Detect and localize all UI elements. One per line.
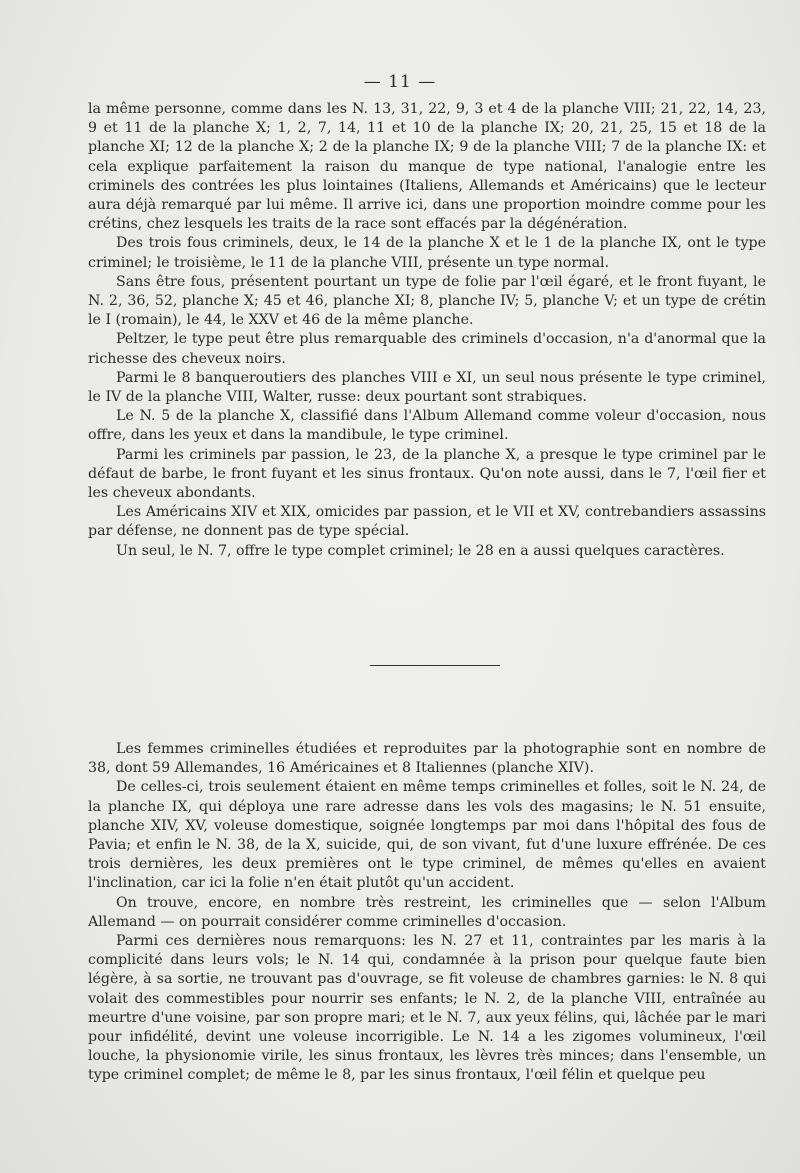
paragraph: De celles-ci, trois seulement étaient en même temps criminelles et folles, soit le N. 24, de la planche IX, qui déploya une rare adresse dans les vols des magasins; le N. 51 ensuite, planche XIV, XV, voleuse domestique, soignée longtemps par moi dans l'hôpital des fous de Pavia; et enfin le N. 38, de la X, suicide, qui, de son vivant, fut d'une luxure effrénée. De ces trois dernières, les deux premières ont le type criminel, de mêmes qu'elles en avaient l'inclination, car ici la folie n'en était plutôt qu'un accident. xyxy=(88,779,766,892)
section-divider xyxy=(370,665,500,666)
paragraph: Des trois fous criminels, deux, le 14 de la planche X et le 1 de la planche IX, ont le type criminel; le troisième, le 11 de la planche VIII, présente un type normal. xyxy=(88,235,766,271)
paragraph: Les Américains XIV et XIX, omicides par passion, et le VII et XV, contrebandiers assassins par défense, ne donnent pas de type spécial. xyxy=(88,504,766,540)
text-section-2 xyxy=(88,740,766,1086)
paragraph: Sans être fous, présentent pourtant un type de folie par l'œil égaré, et le front fuyant, le N. 2, 36, 52, planche X; 45 et 46, planche XI; 8, planche IV; 5, planche V; et un type de crétin le I (romain), le 44, le XXV et 46 de la même planche. xyxy=(88,273,766,329)
paragraph: Parmi ces dernières nous remarquons: les N. 27 et 11, contraintes par les maris à la complicité dans leurs vols; le N. 14 qui, condamnée à la prison pour quelque faute bien légère, à sa sortie, ne trouvant pas d'ouvrage, se fit voleuse de chambres garnies: le N. 8 qui volait des commestibles pour nourrir ses enfants; le N. 2, de la planche VIII, entraînée au meurtre d'une voisine, par son propre mari; et le N. 7, aux yeux félins, qui, lâchée par le mari pour infidélité, devint une voleuse incorrigible. Le N. 14 a les zigomes volumineux, l'œil louche, la physionomie virile, les sinus frontaux, les lèvres très minces; dans l'ensemble, un type criminel complet; de même le 8, par les sinus frontaux, l'œil félin et quelque peu xyxy=(88,933,766,1084)
text-section-1 xyxy=(88,100,766,561)
paragraph: Le N. 5 de la planche X, classifié dans l'Album Allemand comme voleur d'occasion, nous offre, dans les yeux et dans la mandibule, le type criminel. xyxy=(88,408,766,444)
page-number: — 11 — xyxy=(363,72,437,92)
paragraph: Parmi les criminels par passion, le 23, de la planche X, a presque le type criminel par le défaut de barbe, le front fuyant et les sinus frontaux. Qu'on note aussi, dans le 7, l'œil fier et les cheveux abondants. xyxy=(88,446,766,502)
paragraph: Peltzer, le type peut être plus remarquable des criminels d'occasion, n'a d'anormal que la richesse des cheveux noirs. xyxy=(88,331,766,367)
paragraph: Les femmes criminelles étudiées et reproduites par la photographie sont en nombre de 38, dont 59 Allemandes, 16 Américaines et 8 Italiennes (planche XIV). xyxy=(88,741,766,777)
paragraph: Un seul, le N. 7, offre le type complet criminel; le 28 en a aussi quelques caractères. xyxy=(116,542,725,559)
paragraph: Parmi le 8 banqueroutiers des planches VIII e XI, un seul nous présente le type criminel, le IV de la planche VIII, Walter, russe: deux pourtant sont strabiques. xyxy=(88,369,766,406)
paragraph: la même personne, comme dans les N. 13, 31, 22, 9, 3 et 4 de la planche VIII; 21, 22, 14, 23, 9 et 11 de la planche X; 1, 2, 7, 14, 11 et 10 de la planche IX; 20, 21, 25, 15 et 18 de la planche XI; 12 de la planche X; 2 de la planche IX; 9 de la planche VIII; 7 de la planche IX: et cela explique parfaitement la raison du manque de type national, l'analogie entre les criminels des contrées les plus lointaines (Italiens, Allemands et Américains) que le lecteur aura déjà remarqué par lui même. Il arrive ici, dans une proportion moindre comme pour les crétins, chez lesquels les traits de la race sont effacés par la dégénération. xyxy=(88,101,766,233)
paragraph: On trouve, encore, en nombre très restreint, les criminelles que — selon l'Album Allemand — on pourrait considérer comme criminelles d'occasion. xyxy=(88,894,766,930)
